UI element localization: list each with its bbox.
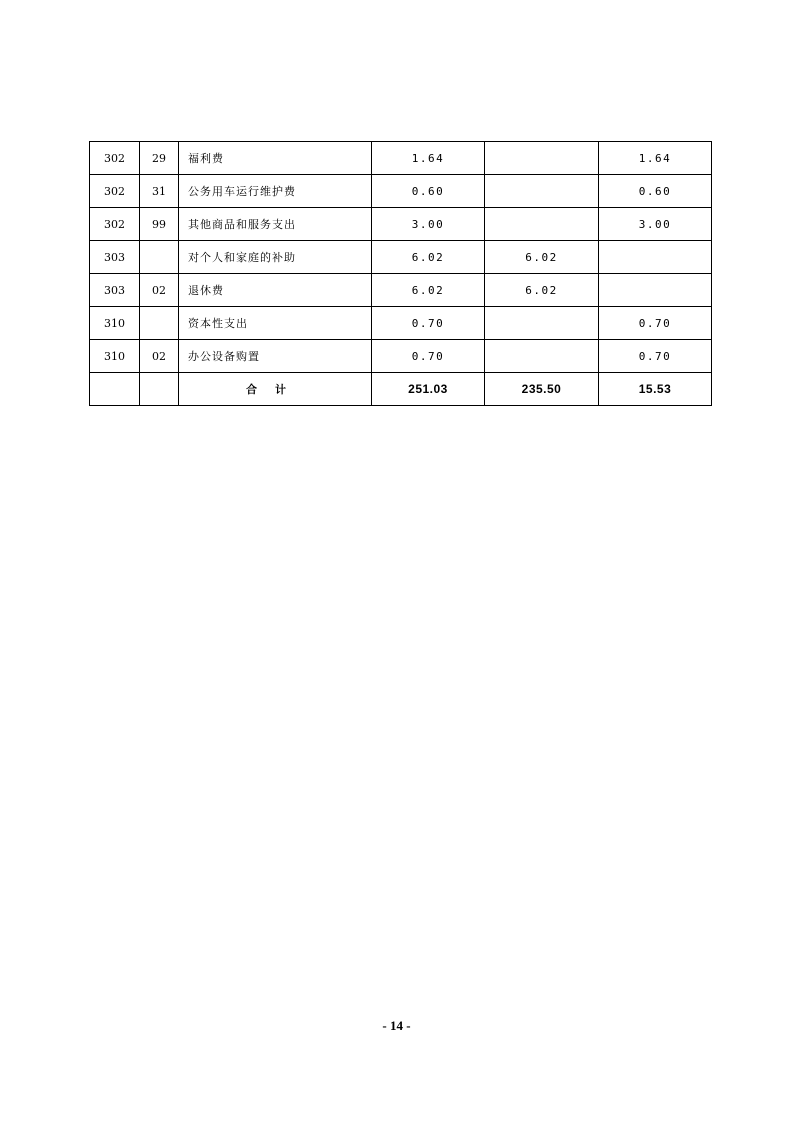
class-code-cell: 310 [90, 307, 140, 340]
project-cell: 0.70 [599, 340, 712, 373]
item-name-cell: 对个人和家庭的补助 [179, 241, 372, 274]
basic-cell [485, 175, 599, 208]
project-cell [599, 274, 712, 307]
table-row [90, 307, 712, 340]
table-row [90, 274, 712, 307]
basic-cell [485, 340, 599, 373]
item-name-cell: 资本性支出 [179, 307, 372, 340]
item-code-cell: 31 [140, 175, 179, 208]
class-code-cell: 303 [90, 241, 140, 274]
item-name-cell: 公务用车运行维护费 [179, 175, 372, 208]
total-label-cell: 合计 [179, 373, 372, 406]
table-row [90, 241, 712, 274]
expenditure-table [89, 141, 712, 406]
basic-cell [485, 307, 599, 340]
class-code-cell: 302 [90, 142, 140, 175]
item-name-cell: 退休费 [179, 274, 372, 307]
total-cell: 1.64 [372, 142, 485, 175]
page-number: - 14 - [382, 1018, 411, 1033]
total-row [90, 373, 712, 406]
total-cell: 0.70 [372, 307, 485, 340]
table-row [90, 175, 712, 208]
project-cell: 3.00 [599, 208, 712, 241]
table-row [90, 142, 712, 175]
table-row [90, 340, 712, 373]
item-name-cell: 福利费 [179, 142, 372, 175]
basic-cell [485, 142, 599, 175]
item-name-cell: 其他商品和服务支出 [179, 208, 372, 241]
grand-total-cell: 251.03 [372, 373, 485, 406]
total-cell: 0.60 [372, 175, 485, 208]
class-code-cell: 303 [90, 274, 140, 307]
item-code-cell: 29 [140, 142, 179, 175]
item-code-cell [140, 373, 179, 406]
item-code-cell [140, 241, 179, 274]
basic-cell: 6.02 [485, 241, 599, 274]
basic-cell [485, 208, 599, 241]
project-cell [599, 241, 712, 274]
basic-cell: 6.02 [485, 274, 599, 307]
project-cell: 0.70 [599, 307, 712, 340]
total-cell: 6.02 [372, 241, 485, 274]
table-row [90, 208, 712, 241]
project-cell: 1.64 [599, 142, 712, 175]
total-cell: 6.02 [372, 274, 485, 307]
class-code-cell: 310 [90, 340, 140, 373]
total-cell: 3.00 [372, 208, 485, 241]
total-cell: 0.70 [372, 340, 485, 373]
project-total-cell: 15.53 [599, 373, 712, 406]
item-code-cell: 02 [140, 274, 179, 307]
item-code-cell: 99 [140, 208, 179, 241]
class-code-cell [90, 373, 140, 406]
basic-total-cell: 235.50 [485, 373, 599, 406]
item-name-cell: 办公设备购置 [179, 340, 372, 373]
item-code-cell [140, 307, 179, 340]
class-code-cell: 302 [90, 208, 140, 241]
class-code-cell: 302 [90, 175, 140, 208]
project-cell: 0.60 [599, 175, 712, 208]
item-code-cell: 02 [140, 340, 179, 373]
